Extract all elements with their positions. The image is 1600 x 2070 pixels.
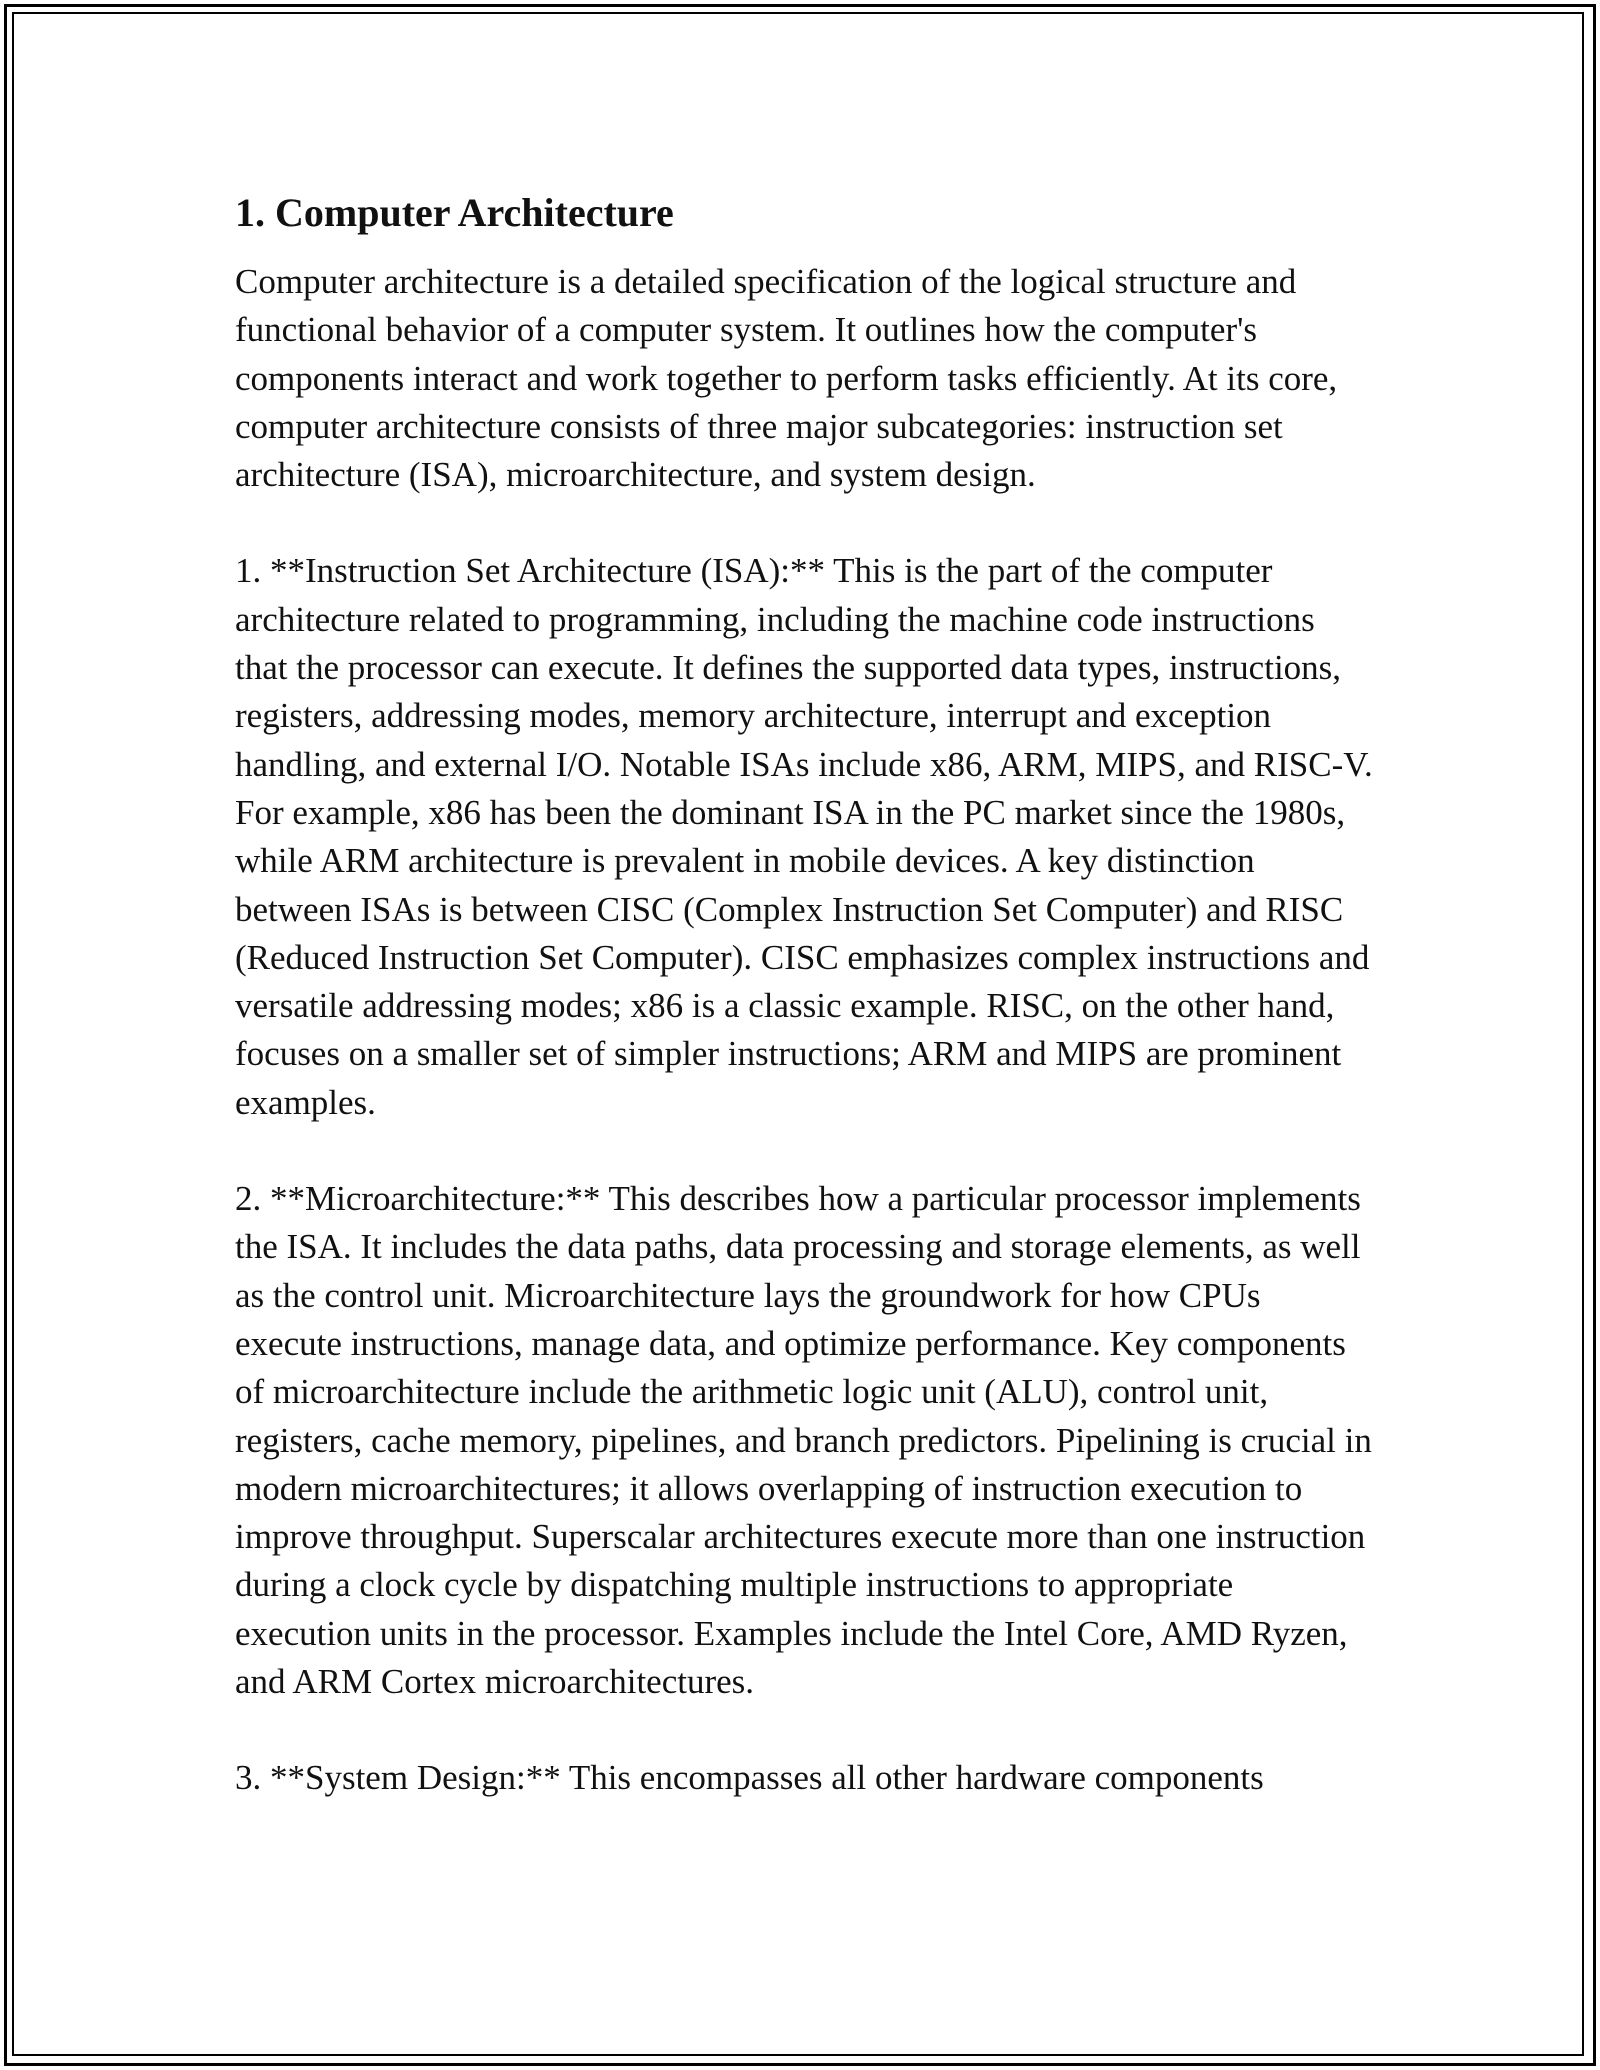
system-design-paragraph: 3. **System Design:** This encompasses all other hardware components (235, 1758, 1264, 1798)
intro-paragraph: Computer architecture is a detailed specification of the logical structure and functional behavior of a computer system. It outlines how the computer's components interact and work together to perform tasks efficiently. At its core, computer architecture consists of three major subcategories: instruction set architecture (ISA), microarchitecture, and system design. (235, 262, 1338, 495)
page-title: 1. Computer Architecture (235, 190, 674, 235)
document-body (235, 186, 1375, 1851)
microarchitecture-paragraph: 2. **Microarchitecture:** This describes how a particular processor implements the ISA. It includes the data paths, data processing and storage elements, as well as the control unit. Microarchitecture lays the groundwork for how CPUs execute instructions, manage data, and optimize performance. Key components of microarchitecture include the arithmetic logic unit (ALU), control unit, registers, cache memory, pipelines, and branch predictors. Pipelining is crucial in modern microarchitectures; it allows overlapping of instruction execution to improve throughput. Superscalar architectures execute more than one instruction during a clock cycle by dispatching multiple instructions to appropriate execution units in the processor. Examples include the Intel Core, AMD Ryzen, and ARM Cortex microarchitectures. (235, 1179, 1372, 1702)
isa-paragraph: 1. **Instruction Set Architecture (ISA):** This is the part of the computer architecture related to programming, including the machine code instructions that the processor can execute. It defines the supported data types, instructions, registers, addressing modes, memory architecture, interrupt and exception handling, and external I/O. Notable ISAs include x86, ARM, MIPS, and RISC-V. For example, x86 has been the dominant ISA in the PC market since the 1980s, while ARM architecture is prevalent in mobile devices. A key distinction between ISAs is between CISC (Complex Instruction Set Computer) and RISC (Reduced Instruction Set Computer). CISC emphasizes complex instructions and versatile addressing modes; x86 is a classic example. RISC, on the other hand, focuses on a smaller set of simpler instructions; ARM and MIPS are prominent examples. (235, 551, 1373, 1122)
